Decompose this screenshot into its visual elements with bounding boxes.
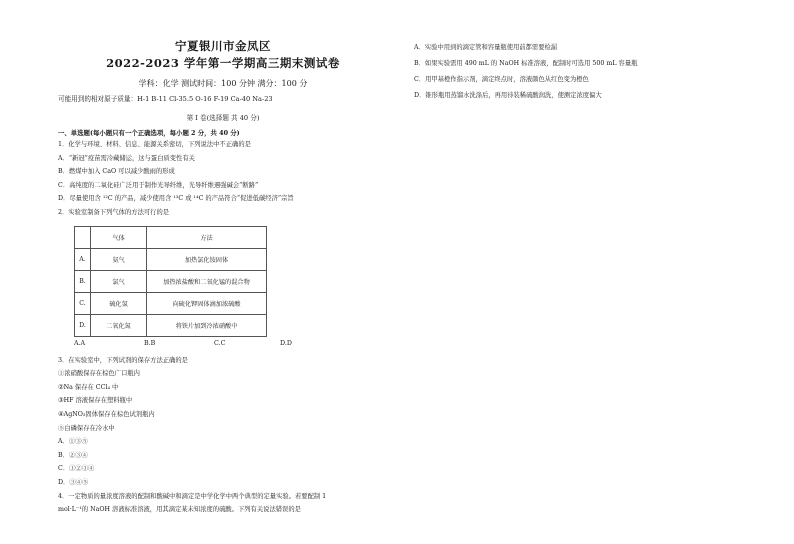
- q2-options: [58, 340, 388, 353]
- q3-item: ②Na 保存在 CCl₄ 中: [58, 383, 119, 391]
- q4-option-c: C．用甲基橙作指示剂，滴定终点时，溶液颜色从红色变为橙色: [414, 76, 589, 83]
- section-heading: 一、单选题(每小题只有一个正确选项，每小题 2 分，共 40 分): [58, 129, 240, 137]
- table-cell: 加热氯化铵固体: [147, 248, 267, 270]
- q1-option-c: C．高纯度的二氧化硅广泛用于制作光导纤维，光导纤维遇强碱会“断路”: [58, 181, 259, 189]
- atomic-mass-line: 可能用到的相对原子质量：H-1 B-11 Cl-35.5 O-16 F-19 Ca-40 Na-23: [58, 95, 273, 103]
- table-row: [75, 292, 267, 314]
- q3-option-d: D．③④⑤: [58, 478, 89, 486]
- q2-table: [74, 226, 267, 337]
- table-header-cell: 方法: [147, 226, 267, 248]
- q3-option-c: C．①②③④: [58, 465, 95, 473]
- q1-option-b: B．燃煤中加入 CaO 可以减少酸雨的形成: [58, 168, 175, 176]
- q4-stem-line-1: 4．一定物质的量浓度溶液的配制和酸碱中和滴定是中学化学中两个典型的定量实验。若要配制 1: [58, 492, 327, 500]
- q1-stem: 1．化学与环境、材料、信息、能源关系密切，下列说法中不正确的是: [58, 141, 251, 148]
- q3-item: ①浓硝酸保存在棕色广口瓶内: [58, 370, 140, 378]
- table-cell: D.: [75, 314, 91, 336]
- part-1-title: 第 I 卷(选择题 共 40 分): [186, 114, 260, 122]
- table-cell: 氨气: [91, 248, 147, 270]
- table-cell: C.: [75, 292, 91, 314]
- table-cell: B.: [75, 270, 91, 292]
- q2-option-d: D.D: [280, 339, 292, 347]
- q3-option-a: A．①③⑤: [58, 438, 88, 446]
- right-column: [414, 40, 754, 104]
- q3-item: ⑤白磷保存在冷水中: [58, 424, 115, 432]
- table-cell: A.: [75, 248, 91, 270]
- q2-option-a: A.A: [74, 339, 86, 347]
- q3-item: ③HF 溶液保存在塑料瓶中: [58, 397, 133, 405]
- table-cell: 氯气: [91, 270, 147, 292]
- q4-option-a: A．实验中用到的滴定管和容量瓶使用前都需要检漏: [414, 44, 558, 51]
- table-cell: 二氧化氮: [91, 314, 147, 336]
- q1-option-a: A．“新冠”疫苗需冷藏储运，这与蛋白质变性有关: [58, 154, 195, 162]
- table-header-row: [75, 226, 267, 248]
- exam-title: 2022-2023 学年第一学期高三期末测试卷: [106, 56, 340, 70]
- q3-stem: 3．在实验室中，下列试剂的保存方法正确的是: [58, 356, 188, 364]
- q2-option-b: B.B: [144, 339, 156, 347]
- table-header-cell: 气体: [91, 226, 147, 248]
- left-column: [58, 36, 388, 517]
- q3-item: ④AgNO₃固体保存在棕色试剂瓶内: [58, 410, 155, 418]
- table-row: [75, 248, 267, 270]
- q2-option-c: C.C: [214, 339, 226, 347]
- table-cell: 硫化氢: [91, 292, 147, 314]
- exam-region-title: 宁夏银川市金凤区: [175, 39, 271, 53]
- q4-option-d: D．锥形瓶用蒸馏水洗涤后，再用待装稀硫酸润洗，使测定浓度偏大: [414, 92, 602, 99]
- table-cell: 向硫化钾固体滴加浓硫酸: [147, 292, 267, 314]
- table-cell: 将铁片加到冷浓硝酸中: [147, 314, 267, 336]
- q2-stem: 2．实验室制备下列气体的方法可行的是: [58, 208, 170, 216]
- q3-option-b: B．②③④: [58, 451, 88, 459]
- q1-option-d: D．尽量使用含 ¹²C 的产品，减少使用含 ¹³C 或 ¹⁴C 的产品符合“促进低碳经济”宗旨: [58, 195, 294, 203]
- table-header-cell: [75, 226, 91, 248]
- exam-meta: 学科：化学 测试时间：100 分钟 满分：100 分: [138, 79, 308, 88]
- table-cell: 加热浓盐酸和二氧化锰的混合物: [147, 270, 267, 292]
- table-row: [75, 314, 267, 336]
- q4-option-b: B．如果实验需用 490 mL 的 NaOH 标准溶液，配制时可选用 500 mL 容量瓶: [414, 60, 638, 67]
- q4-stem-line-2: mol·L⁻¹的 NaOH 溶液标准溶液，用其滴定某未知浓度的硫酸。下列有关说法错误的是: [58, 506, 301, 514]
- table-row: [75, 270, 267, 292]
